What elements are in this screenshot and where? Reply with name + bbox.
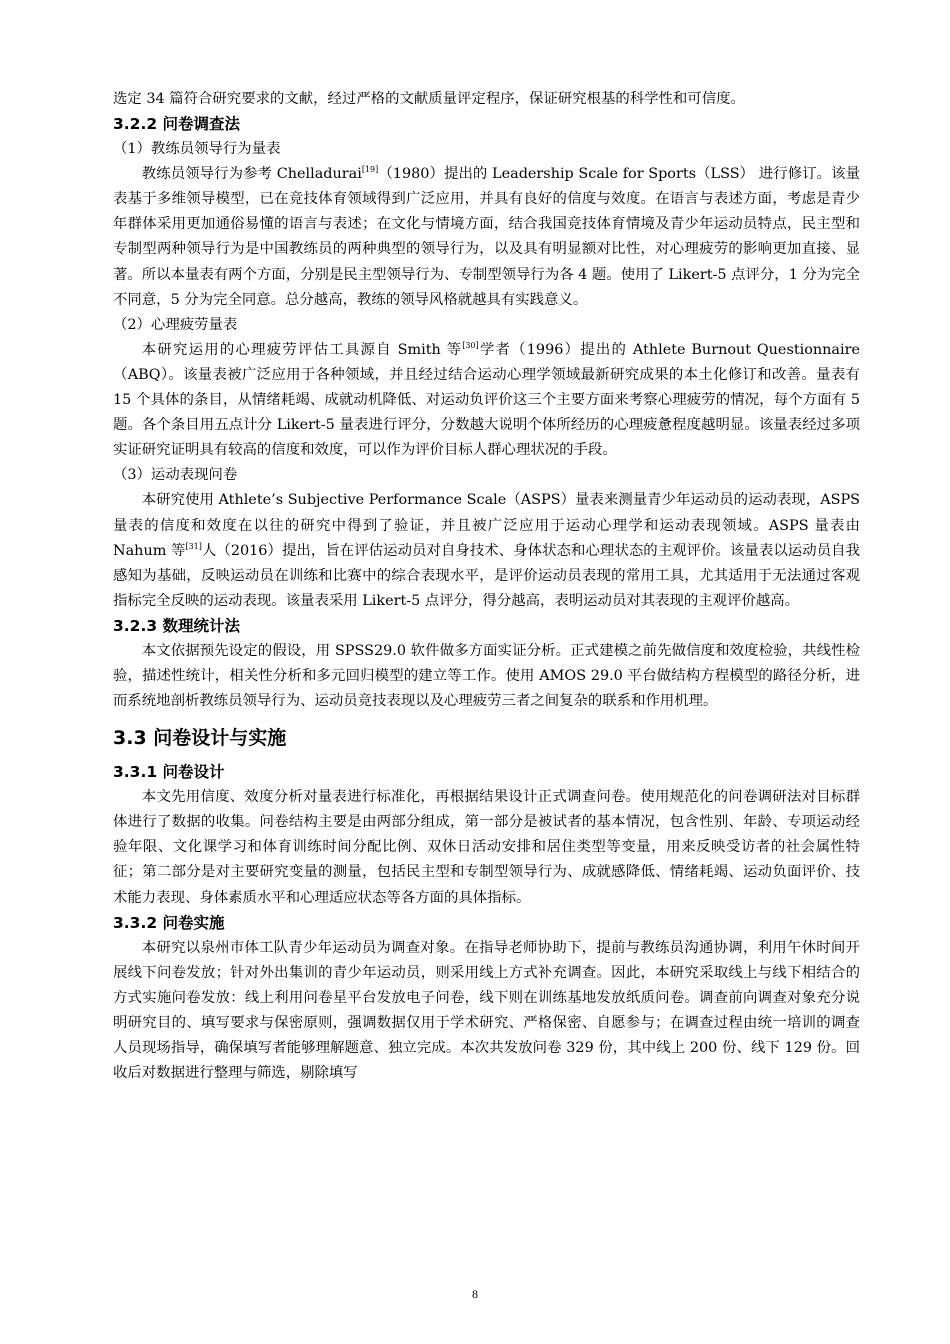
heading-3-3-2: 3.3.2 问卷实施: [113, 913, 225, 932]
fatigue-text-b: 学者（1996）提出的 Athlete Burnout Questionnaire（ABQ）。该量表被广泛应用于各种领域，并且经过结合运动心理学领域最新研究成果的本土化修订和改善。量表有 15 个具体的条目，从情绪耗竭、成就动机降低、对运动负评价这三个主要方面来考察心理疲劳的情况，每个方面有 5 题。各个条目用五点计分 Likert-5 量表进行评分，分数越大说明个体所经历的心理疲惫程度越明显。该量表经过多项实证研究证明具有较高的信度和效度，可以作为评价目标人群心理状况的手段。: [113, 341, 860, 459]
sublabel-mental-fatigue: （2）心理疲劳量表: [113, 316, 238, 333]
citation-30: [30]: [462, 340, 479, 350]
paragraph-statistics: 本文依据预先设定的假设，用 SPSS29.0 软件做多方面实证分析。正式建模之前先做信度和效度检验，共线性检验，描述性统计，相关性分析和多元回归模型的建立等工作。使用 AMOS 29.0 平台做结构方程模型的路径分析，进而系统地剖析教练员领导行为、运动员竞技表现以及心理疲劳三者之间复杂的联系和作用机理。: [113, 642, 860, 710]
fatigue-text-a: 本研究运用的心理疲劳评估工具源自 Smith 等: [141, 341, 463, 358]
citation-19: [19]: [361, 165, 379, 175]
perf-text-a: 本研究使用 Athlete’s Subjective Performance Scale（ASPS）量表来测量青少年运动员的运动表现，ASPS 量表的信度和效度在以往的研究中得到了验证，并且被广泛应用于运动心理学和运动表现领域。ASPS 量表由 Nahum 等: [113, 492, 860, 559]
coach-text-b: （1980）提出的 Leadership Scale for Sports（LSS） 进行修订。该量表基于多维领导模型，已在竞技体育领域得到广泛应用，并具有良好的信度与效度。在语言与表述方面，考虑是青少年群体采用更加通俗易懂的语言与表述；在文化与情境方面，结合我国竞技体育情境及青少年运动员特点，民主型和专制型两种领导行为是中国教练员的两种典型的领导行为，以及具有明显额对比性，对心理疲劳的影响更加直接、显著。所以本量表有两个方面，分别是民主型领导行为、专制型领导行为各 4 题。使用了 Likert-5 点评分，1 分为完全不同意，5 分为完全同意。总分越高，教练的领导风格就越具有实践意义。: [113, 166, 861, 308]
coach-text-a: 教练员领导行为参考 Chelladurai: [141, 166, 362, 183]
paragraph-mental-fatigue: [113, 338, 860, 463]
perf-text-b: 人（2016）提出，旨在评估运动员对自身技术、身体状态和心理状态的主观评价。该量表以运动员自我感知为基础，反映运动员在训练和比赛中的综合表现水平，是评价运动员表现的常用工具，尤其适用于无法通过客观指标完全反映的运动表现。该量表采用 Likert-5 点评分，得分越高，表明运动员对其表现的主观评价越高。: [113, 542, 860, 609]
paragraph-sport-performance: [113, 488, 860, 613]
heading-3-2-2: 3.2.2 问卷调查法: [113, 115, 241, 134]
citation-31: [31]: [185, 541, 202, 551]
sublabel-sport-performance: （3）运动表现问卷: [113, 467, 238, 484]
paragraph-questionnaire-design: 本文先用信度、效度分析对量表进行标准化，再根据结果设计正式调查问卷。使用规范化的问卷调研法对目标群体进行了数据的收集。问卷结构主要是由两部分组成，第一部分是被试者的基本情况，包含性别、年龄、专项运动经验年限、文化课学习和体育训练时间分配比例、双休日活动安排和居住类型等变量，用来反映受访者的社会属性特征；第二部分是对主要研究变量的测量，包括民主型和专制型领导行为、成就感降低、情绪耗竭、运动负面评价、技术能力表现、身体素质水平和心理适应状态等各方面的具体指标。: [113, 789, 860, 906]
paragraph-coach-leadership: [113, 162, 860, 313]
heading-3-3-1: 3.3.1 问卷设计: [113, 763, 225, 782]
heading-3-3: 3.3 问卷设计与实施: [113, 727, 287, 750]
heading-3-2-3: 3.2.3 数理统计法: [113, 616, 241, 635]
page-number: 8: [472, 1287, 478, 1301]
sublabel-coach-leadership: （1）教练员领导行为量表: [113, 141, 281, 158]
body-column: [113, 87, 860, 1086]
paragraph-questionnaire-implementation: 本研究以泉州市体工队青少年运动员为调查对象。在指导老师协助下，提前与教练员沟通协调，利用午休时间开展线下问卷发放；针对外出集训的青少年运动员，则采用线上方式补充调查。因此，本研究采取线上与线下相结合的方式实施问卷发放：线上利用问卷星平台发放电子问卷，线下则在训练基地发放纸质问卷。调查前向调查对象充分说明研究目的、填写要求与保密原则，强调数据仅用于学术研究、严格保密、自愿参与；在调查过程由统一培训的调查人员现场指导，确保填写者能够理解题意、独立完成。本次共发放问卷 329 份，其中线上 200 份、线下 129 份。回收后对数据进行整理与筛选，剔除填写: [113, 939, 860, 1082]
paragraph-literature-continuation: 选定 34 篇符合研究要求的文献，经过严格的文献质量评定程序，保证研究根基的科学性和可信度。: [113, 91, 745, 107]
